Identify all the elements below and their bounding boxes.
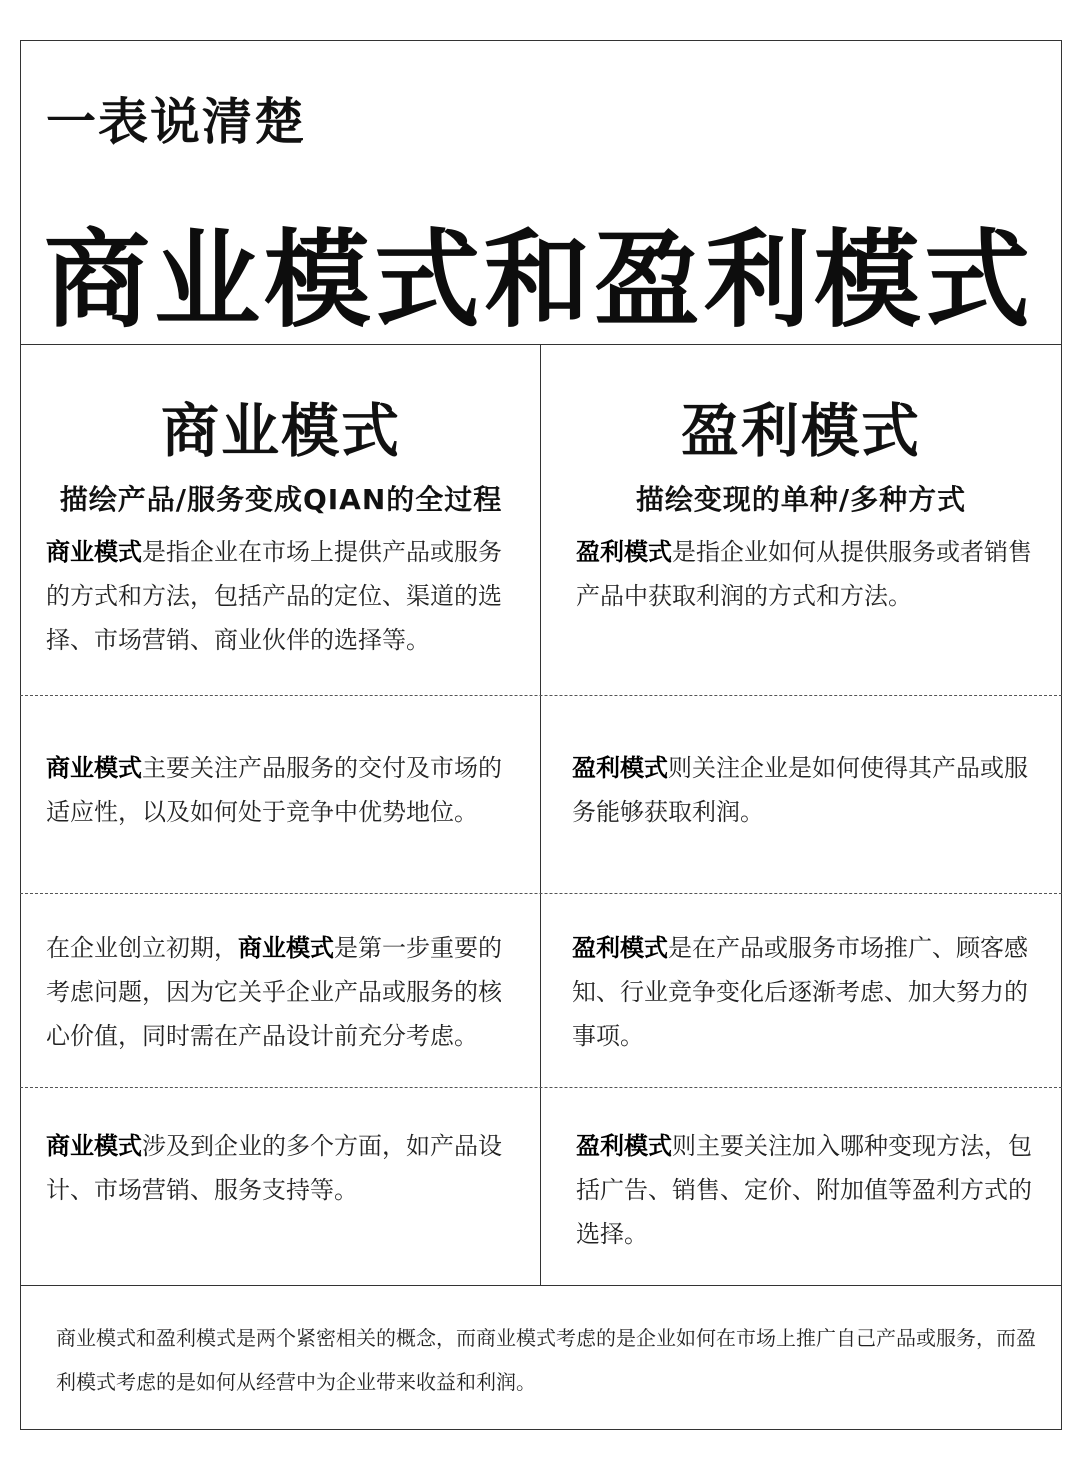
table-bottom-divider — [20, 1285, 1062, 1286]
cell-keyword: 商业模式 — [46, 1132, 142, 1160]
right-column-title: 盈利模式 — [680, 397, 921, 465]
table-cell-left — [46, 1124, 506, 1212]
right-column-header — [542, 384, 1060, 518]
cell-text: 则主要关注加入哪种变现方法，包括广告、销售、定价、附加值等盈利方式的选择。 — [576, 1132, 1032, 1248]
header-divider — [20, 344, 1062, 345]
cell-text: 是指企业在市场上提供产品或服务的方式和方法，包括产品的定位、渠道的选择、市场营销、商业伙伴的选择等。 — [46, 538, 502, 654]
cell-keyword: 盈利模式 — [576, 538, 672, 566]
page-subtitle: 一表说清楚 — [46, 93, 306, 151]
table-cell-right — [576, 530, 1036, 618]
table-cell-left — [46, 530, 506, 662]
cell-text: 涉及到企业的多个方面，如产品设计、市场营销、服务支持等。 — [46, 1132, 502, 1204]
column-divider — [540, 344, 541, 1285]
table-cell-right — [572, 926, 1036, 1058]
right-column-description: 描绘变现的单种/多种方式 — [635, 483, 967, 516]
row-divider — [20, 893, 1062, 894]
cell-text: 是指企业如何从提供服务或者销售产品中获取利润的方式和方法。 — [576, 538, 1032, 610]
table-cell-left — [46, 746, 506, 834]
row-divider — [20, 695, 1062, 696]
cell-keyword: 盈利模式 — [572, 754, 668, 782]
cell-keyword: 商业模式 — [238, 934, 334, 962]
left-column-description: 描绘产品/服务变成QIAN的全过程 — [59, 483, 503, 516]
row-divider — [20, 1087, 1062, 1088]
cell-text: 是在产品或服务市场推广、顾客感知、行业竞争变化后逐渐考虑、加大努力的事项。 — [572, 934, 1028, 1050]
left-column-title: 商业模式 — [160, 397, 401, 465]
summary-footer: 商业模式和盈利模式是两个紧密相关的概念，而商业模式考虑的是企业如何在市场上推广自己产品或服务，而盈利模式考虑的是如何从经营中为企业带来收益和利润。 — [56, 1326, 1036, 1394]
cell-text: 是第一步重要的考虑问题，因为它关乎企业产品或服务的核心价值，同时需在产品设计前充分考虑。 — [46, 934, 502, 1050]
cell-keyword: 商业模式 — [46, 754, 142, 782]
page-title: 商业模式和盈利模式 — [44, 219, 1034, 342]
cell-text: 在企业创立初期， — [46, 934, 238, 962]
cell-text: 主要关注产品服务的交付及市场的适应性，以及如何处于竞争中优势地位。 — [46, 754, 502, 826]
table-cell-right — [576, 1124, 1036, 1256]
cell-keyword: 商业模式 — [46, 538, 142, 566]
table-cell-left — [46, 926, 506, 1058]
left-column-header — [22, 384, 540, 518]
cell-keyword: 盈利模式 — [576, 1132, 672, 1160]
cell-text: 则关注企业是如何使得其产品或服务能够获取利润。 — [572, 754, 1028, 826]
table-cell-right — [572, 746, 1036, 834]
cell-keyword: 盈利模式 — [572, 934, 668, 962]
